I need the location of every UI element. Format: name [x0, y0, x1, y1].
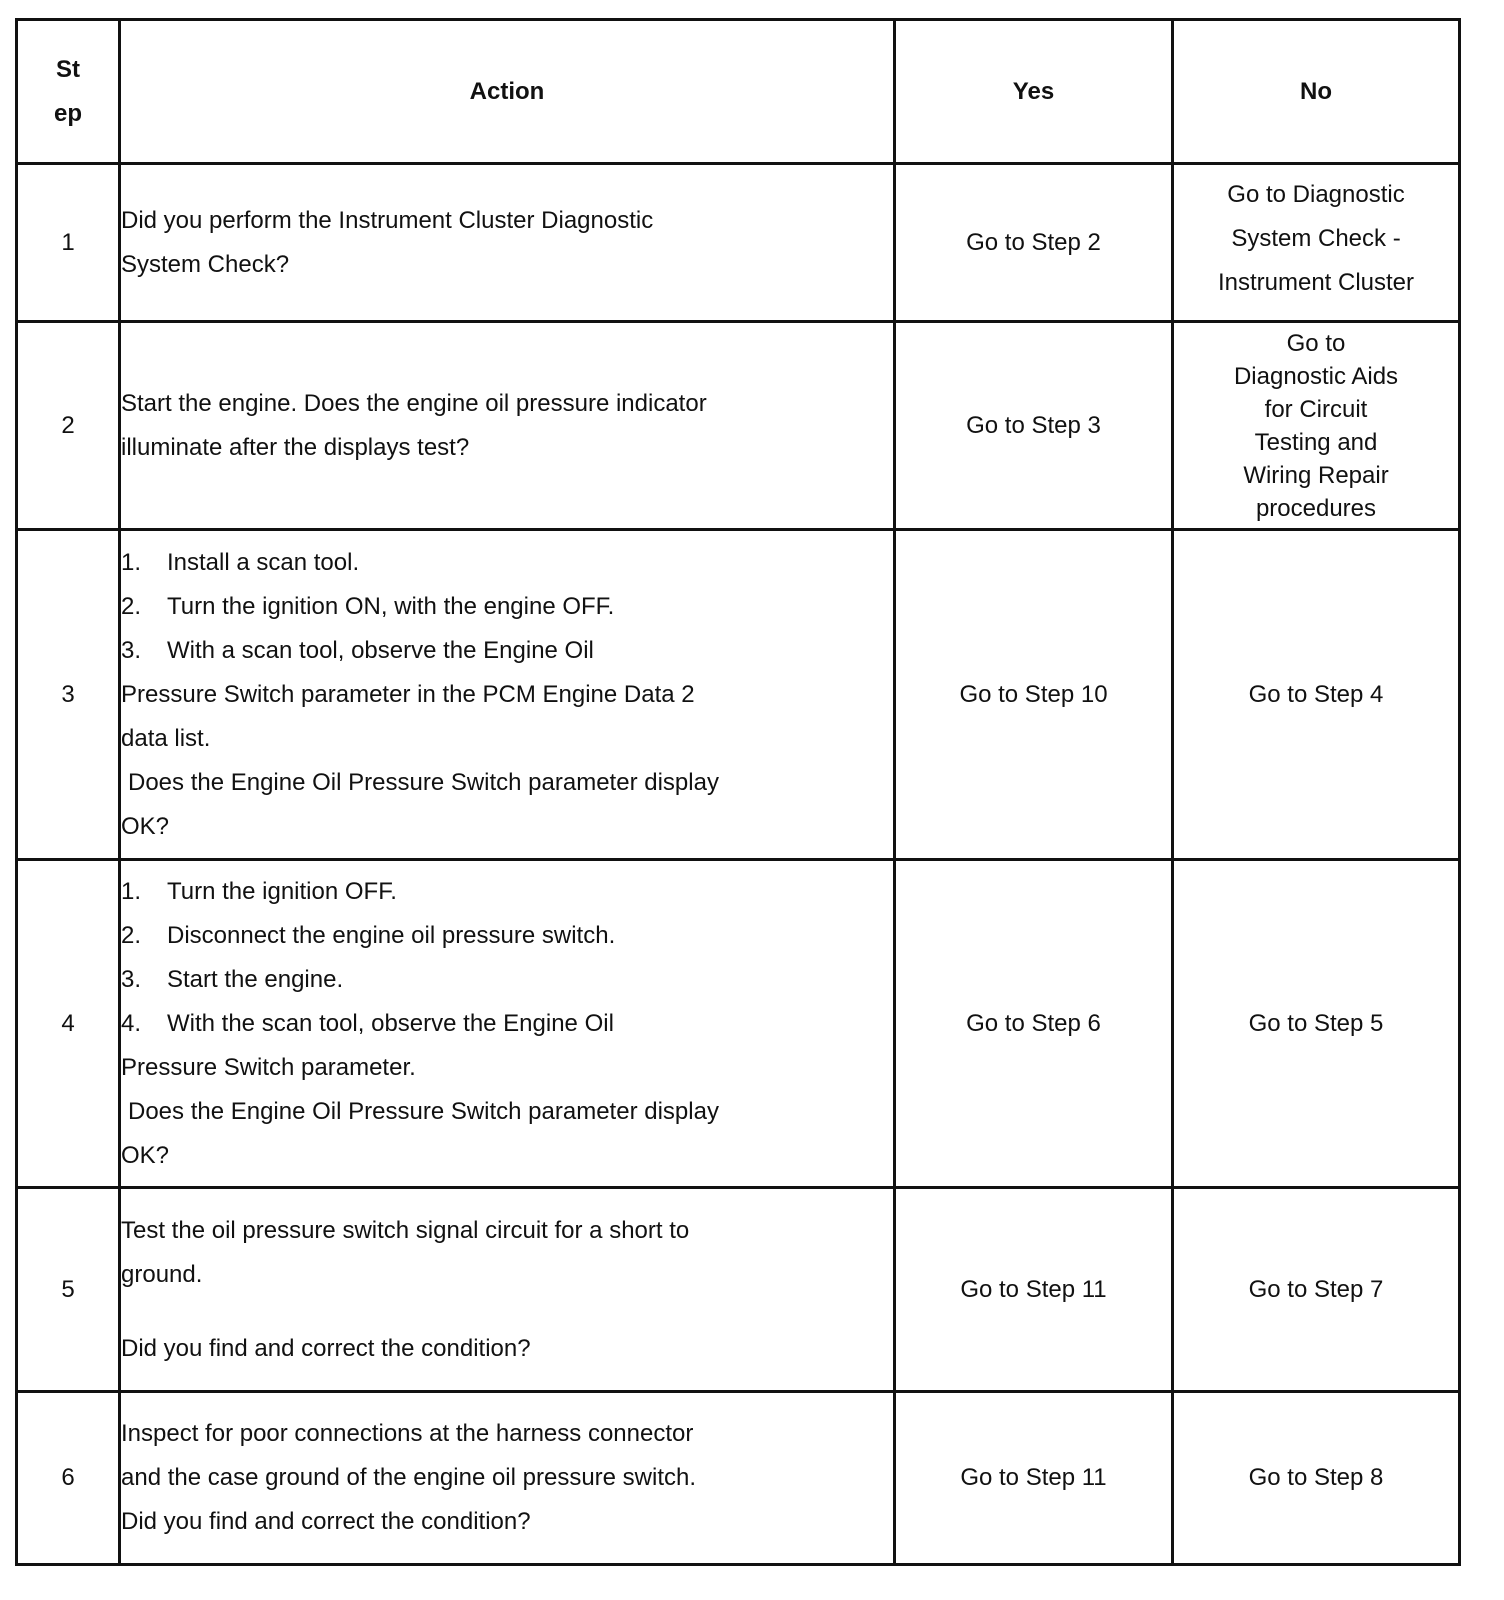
- header-no: No: [1173, 20, 1460, 164]
- no-cell: Go to Diagnostic Aids for Circuit Testing and Wiring Repair procedures: [1173, 322, 1460, 530]
- action-cell: 1. Turn the ignition OFF. 2. Disconnect the engine oil pressure switch. 3. Start the engine. 4. With the scan tool, observe the Engine Oil Pressure Switch parameter. Does the Engine Oil Pressure Switch parameter display OK?: [120, 860, 895, 1188]
- list-item: 1. Install a scan tool.: [121, 548, 360, 576]
- action-cell: Test the oil pressure switch signal circuit for a short to ground. Did you find and correct the condition?: [120, 1188, 895, 1392]
- step-number: 2: [17, 322, 120, 530]
- table-row: [17, 1188, 1460, 1392]
- diagnostic-table: [15, 18, 1461, 1566]
- list-item: 2. Turn the ignition ON, with the engine OFF.: [121, 592, 615, 620]
- table-row: [17, 164, 1460, 322]
- list-item: 4. With the scan tool, observe the Engine Oil: [121, 1009, 614, 1037]
- step-number: 1: [17, 164, 120, 322]
- header-row: [17, 20, 1460, 164]
- action-cell: Inspect for poor connections at the harness connector and the case ground of the engine oil pressure switch. Did you find and correct the condition?: [120, 1392, 895, 1565]
- no-cell: Go to Step 5: [1173, 860, 1460, 1188]
- action-cell: Did you perform the Instrument Cluster Diagnostic System Check?: [120, 164, 895, 322]
- step-number: 3: [17, 530, 120, 860]
- no-cell: Go to Step 8: [1173, 1392, 1460, 1565]
- step-number: 4: [17, 860, 120, 1188]
- header-action: Action: [120, 20, 895, 164]
- table-row: [17, 530, 1460, 860]
- list-item: 1. Turn the ignition OFF.: [121, 877, 397, 905]
- step-number: 6: [17, 1392, 120, 1565]
- list-item: 2. Disconnect the engine oil pressure switch.: [121, 921, 616, 949]
- no-cell: Go to Diagnostic System Check - Instrument Cluster: [1173, 164, 1460, 322]
- yes-cell: Go to Step 11: [895, 1188, 1173, 1392]
- yes-cell: Go to Step 2: [895, 164, 1173, 322]
- table-row: [17, 322, 1460, 530]
- table-row: [17, 860, 1460, 1188]
- yes-cell: Go to Step 3: [895, 322, 1173, 530]
- step-number: 5: [17, 1188, 120, 1392]
- list-item: 3. Start the engine.: [121, 965, 344, 993]
- header-step: St ep: [17, 20, 120, 164]
- no-cell: Go to Step 4: [1173, 530, 1460, 860]
- list-item: 3. With a scan tool, observe the Engine Oil: [121, 636, 594, 664]
- yes-cell: Go to Step 11: [895, 1392, 1173, 1565]
- action-cell: 1. Install a scan tool. 2. Turn the ignition ON, with the engine OFF. 3. With a scan tool, observe the Engine Oil Pressure Switch parameter in the PCM Engine Data 2 data list. Does the Engine Oil Pressure Switch parameter display OK?: [120, 530, 895, 860]
- no-cell: Go to Step 7: [1173, 1188, 1460, 1392]
- action-cell: Start the engine. Does the engine oil pressure indicator illuminate after the displays test?: [120, 322, 895, 530]
- yes-cell: Go to Step 6: [895, 860, 1173, 1188]
- table-row: [17, 1392, 1460, 1565]
- header-yes: Yes: [895, 20, 1173, 164]
- yes-cell: Go to Step 10: [895, 530, 1173, 860]
